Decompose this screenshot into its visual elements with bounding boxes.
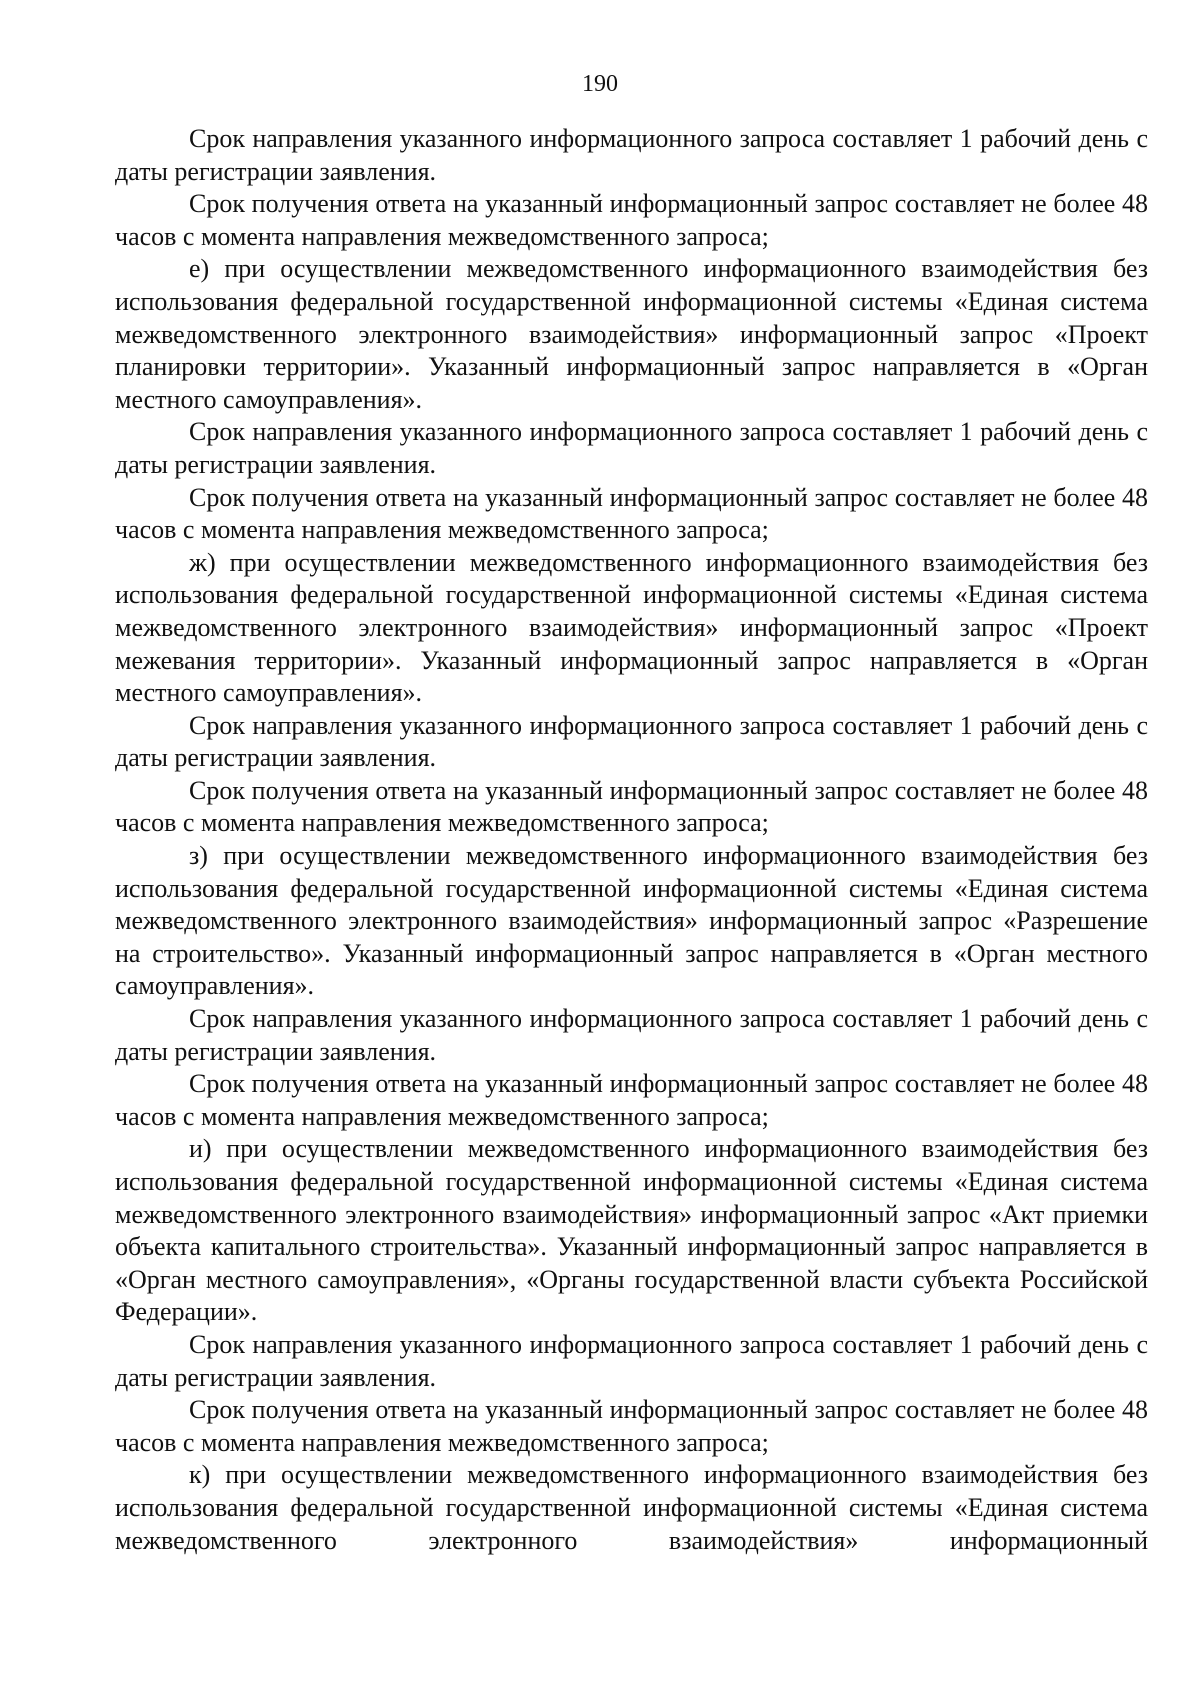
paragraph-10: Срок направления указанного информационного запроса составляет 1 рабочий день с даты регистрации заявления.	[115, 1004, 1148, 1066]
document-body	[115, 123, 1148, 1557]
paragraph-6: ж) при осуществлении межведомственного информационного взаимодействия без использования федеральной государственной информационной системы «Единая система межведомственного электронного взаимодействия» информационный запрос «Проект межевания территории». Указанный информационный запрос направляется в «Орган местного самоуправления».	[115, 547, 1148, 708]
paragraph-4: Срок направления указанного информационного запроса составляет 1 рабочий день с даты регистрации заявления.	[115, 417, 1148, 479]
paragraph-11: Срок получения ответа на указанный информационный запрос составляет не более 48 часов с момента направления межведомственного запроса;	[115, 1069, 1148, 1131]
paragraph-12: и) при осуществлении межведомственного информационного взаимодействия без использования федеральной государственной информационной системы «Единая система межведомственного электронного взаимодействия» информационный запрос «Акт приемки объекта капитального строительства». Указанный информационный запрос направляется в «Орган местного самоуправления», «Органы государственной власти субъекта Российской Федерации».	[115, 1134, 1148, 1327]
paragraph-13: Срок направления указанного информационного запроса составляет 1 рабочий день с даты регистрации заявления.	[115, 1329, 1148, 1392]
paragraph-9: з) при осуществлении межведомственного информационного взаимодействия без использования федеральной государственной информационной системы «Единая система межведомственного электронного взаимодействия» информационный запрос «Разрешение на строительство». Указанный информационный запрос направляется в «Орган местного самоуправления».	[115, 841, 1148, 1001]
paragraph-1: Срок направления указанного информационного запроса составляет 1 рабочий день с даты регистрации заявления.	[115, 124, 1148, 186]
paragraph-3: е) при осуществлении межведомственного информационного взаимодействия без использования федеральной государственной информационной системы «Единая система межведомственного электронного взаимодействия» информационный запрос «Проект планировки территории». Указанный информационный запрос направляется в «Орган местного самоуправления».	[115, 254, 1148, 414]
paragraph-14: Срок получения ответа на указанный информационный запрос составляет не более 48 часов с момента направления межведомственного запроса;	[115, 1395, 1148, 1457]
page-number: 190	[582, 71, 618, 97]
paragraph-2: Срок получения ответа на указанный информационный запрос составляет не более 48 часов с момента направления межведомственного запроса;	[115, 189, 1148, 251]
paragraph-8: Срок получения ответа на указанный информационный запрос составляет не более 48 часов с момента направления межведомственного запроса;	[115, 775, 1148, 838]
paragraph-5: Срок получения ответа на указанный информационный запрос составляет не более 48 часов с момента направления межведомственного запроса;	[115, 482, 1148, 545]
paragraph-7: Срок направления указанного информационного запроса составляет 1 рабочий день с даты регистрации заявления.	[115, 710, 1148, 773]
paragraph-15: к) при осуществлении межведомственного информационного взаимодействия без использования федеральной государственной информационной системы «Единая система межведомственного электронного взаимодействия» информационный	[115, 1460, 1148, 1555]
